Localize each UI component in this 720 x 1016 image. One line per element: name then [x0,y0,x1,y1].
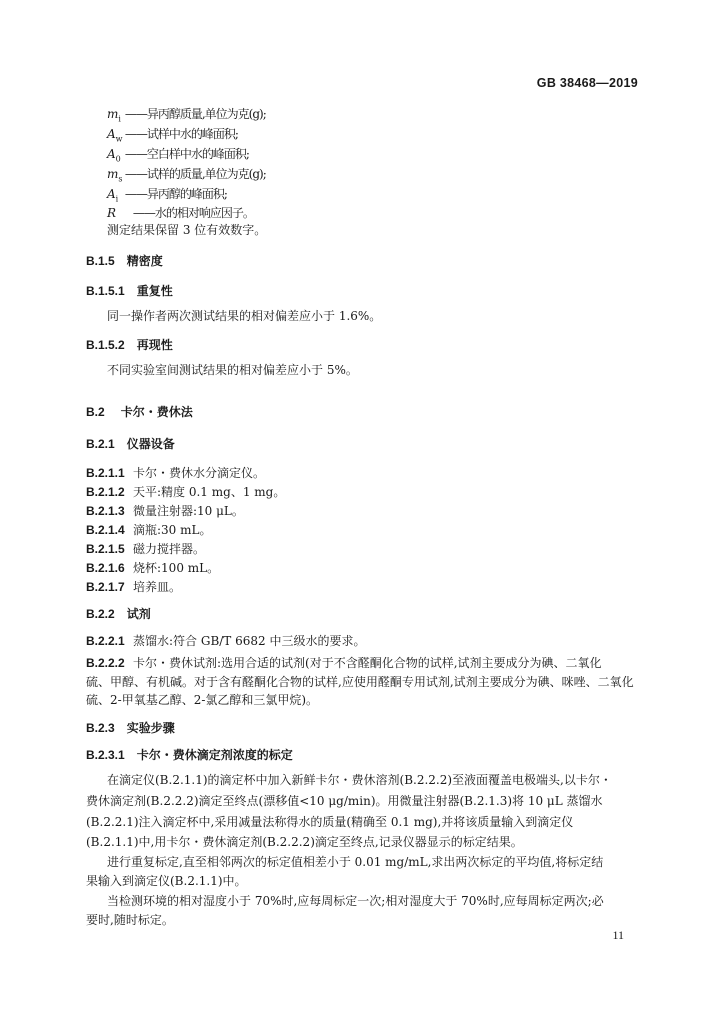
paragraph-line: 硫、甲醇、有机碱。对于含有醛酮化合物的试样,应使用醛酮专用试剂,试剂主要成分为碘、咪唑、二氧化 [86,675,634,689]
paragraph-line: 要时,随时标定。 [86,913,174,927]
paragraph-line: 当检测环境的相对湿度小于 70%时,应每周标定一次;相对湿度大于 70%时,应每周标定两次;必 [107,894,604,908]
section-heading: B.1.5.1 重复性 [86,284,173,298]
paragraph-line: 进行重复标定,直至相邻两次的标定值相差小于 0.01 mg/mL,求出两次标定的平均值,将标定结 [107,855,604,869]
variable-symbol: $A_i$ [107,187,119,204]
variable-description: ——试样的质量,单位为克(g); [124,167,266,181]
section-heading: B.2.2 试剂 [86,607,151,621]
variable-symbol: $A_0$ [107,147,121,164]
variable-definition [107,166,266,187]
list-item: B.2.1.1 卡尔・费休水分滴定仪。 [86,466,266,480]
list-item: B.2.2.1 蒸馏水:符合 GB/T 6682 中三级水的要求。 [86,634,366,648]
list-item: B.2.1.4 滴瓶:30 mL。 [86,523,212,537]
variable-description: ——试样中水的峰面积; [124,127,238,141]
standard-code: GB 38468—2019 [536,76,638,90]
list-item: B.2.1.7 培养皿。 [86,580,182,594]
section-heading: B.1.5 精密度 [86,254,163,268]
paragraph-line: (B.2.1.1)中,用卡尔・费休滴定剂(B.2.2.2)滴定至终点,记录仪器显示的标定结果。 [86,835,523,849]
list-item: B.2.1.5 磁力搅拌器。 [86,542,206,556]
paragraph-line: (B.2.2.1)注入滴定杯中,采用减量法称得水的质量(精确至 0.1 mg),并将该质量输入到滴定仪 [86,815,574,829]
variable-symbol: R [107,206,117,220]
result-note: 测定结果保留 3 位有效数字。 [107,223,267,237]
section-heading: B.1.5.2 再现性 [86,338,173,352]
list-item: B.2.1.3 微量注射器:10 μL。 [86,504,244,518]
list-item: B.2.2.2 卡尔・费休试剂:选用合适的试剂(对于不含醛酮化合物的试样,试剂主要成分为碘、二氧化 [86,656,602,670]
variable-description: ——空白样中水的峰面积; [124,147,249,161]
page-number: 11 [612,928,624,942]
paragraph-line: 费休滴定剂(B.2.2.2)滴定至终点(漂移值<10 μg/min)。用微量注射器(B.2.1.3)将 10 μL 蒸馏水 [86,794,603,808]
variable-symbol: $A_w$ [107,127,123,144]
variable-definition [107,106,266,127]
variable-description: ——异丙醇质量,单位为克(g); [124,107,266,121]
paragraph: 同一操作者两次测试结果的相对偏差应小于 1.6%。 [107,309,382,323]
paragraph-line: 硫、2-甲氧基乙醇、2-氯乙醇和三氯甲烷)。 [86,693,319,707]
paragraph: 不同实验室间测试结果的相对偏差应小于 5%。 [107,363,358,377]
variable-definition [107,146,249,167]
paragraph-line: 果输入到滴定仪(B.2.1.1)中。 [86,874,247,888]
section-heading: B.2.3.1 卡尔・费休滴定剂浓度的标定 [86,748,293,762]
variable-symbol: $m_i$ [107,107,121,124]
paragraph-line: 在滴定仪(B.2.1.1)的滴定杯中加入新鲜卡尔・费休溶剂(B.2.2.2)至液面覆盖电极端头,以卡尔・ [107,773,612,787]
section-heading: B.2.1 仪器设备 [86,437,175,451]
variable-description: ——水的相对响应因子。 [132,206,254,220]
list-item: B.2.1.2 天平:精度 0.1 mg、1 mg。 [86,485,286,499]
section-heading: B.2.3 实验步骤 [86,721,175,735]
variable-symbol: $m_s$ [107,167,123,184]
variable-definition [107,126,238,147]
section-heading: B.2 卡尔・费休法 [86,405,193,419]
variable-description: ——异丙醇的峰面积; [124,187,227,201]
list-item: B.2.1.6 烧杯:100 mL。 [86,561,220,575]
